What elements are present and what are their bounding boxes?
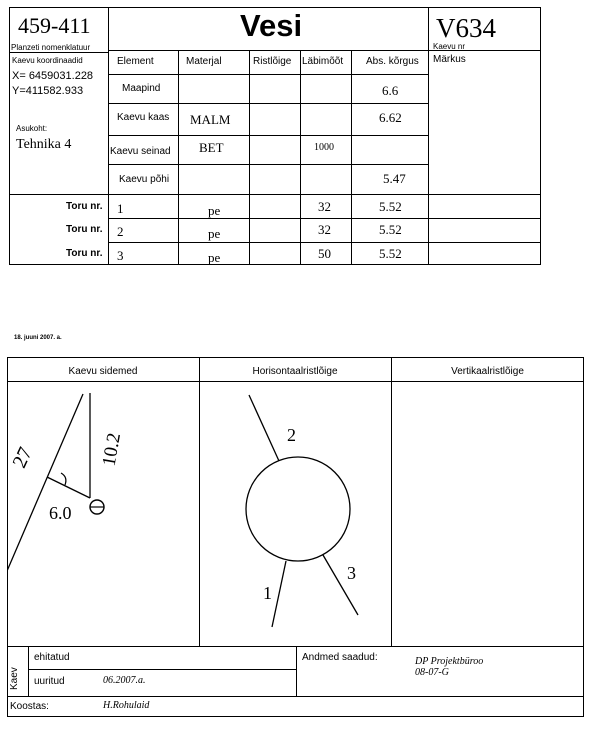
data-source-value: DP Projektbüroo [415, 656, 484, 667]
panel-title-vertical: Vertikaalristlõige [451, 366, 524, 377]
table-cell-height: 5.47 [383, 171, 406, 186]
pipe-label: Toru nr. [66, 201, 103, 212]
coord-y: Y=411582.933 [12, 85, 84, 97]
pipe-diameter: 50 [318, 246, 331, 261]
surveyed-value: 06.2007.a. [103, 675, 146, 686]
pipe-diameter: 32 [318, 199, 331, 214]
panel-title-horizontal: Horisontaalristlõige [252, 366, 338, 377]
pipe-material: pe [208, 250, 221, 265]
pipe-label: Toru nr. [66, 224, 103, 235]
table-cell-height: 6.6 [382, 83, 399, 98]
pipe-label: Toru nr. [66, 248, 103, 259]
pipe-note: 3 [347, 563, 356, 583]
map-sheet-caption: Planzeti nomenklatuur [11, 43, 91, 52]
compiled-by-value: H.Rohulaid [103, 700, 150, 711]
pipe-height: 5.52 [379, 246, 402, 261]
data-source-code: 08-07-G [415, 667, 449, 678]
well-circle [246, 457, 350, 561]
horizontal-sketch [199, 381, 391, 646]
pipe-material: pe [208, 203, 221, 218]
map-sheet-number: 459-411 [18, 13, 91, 38]
table-row-label: Kaevu seinad [110, 146, 171, 157]
pipe-number: 3 [117, 248, 124, 263]
col-header-material: Materjal [186, 56, 222, 67]
table-row-label: Kaevu põhi [119, 174, 170, 185]
distance-note: 6.0 [49, 503, 72, 523]
distance-note: 10.2 [98, 431, 126, 468]
pipe-number: 1 [117, 201, 124, 216]
surveyed-label: uuritud [34, 676, 65, 687]
coord-x: X= 6459031.228 [12, 70, 94, 82]
data-source-label: Andmed saadud: [302, 652, 378, 663]
pipe-note: 2 [287, 425, 296, 445]
angle-mark [61, 473, 66, 485]
distance-note: 27 [8, 443, 37, 472]
col-header-diameter: Läbimõõt [302, 56, 344, 67]
compiled-by-label: Koostas: [10, 701, 49, 712]
pipe-height: 5.52 [379, 199, 402, 214]
table-cell-material: MALM [190, 112, 231, 127]
page-title: Vesi [240, 8, 303, 43]
pipe-number: 2 [117, 224, 124, 239]
col-header-element: Element [117, 56, 154, 67]
table-row-label: Kaevu kaas [117, 112, 170, 123]
table-row-label: Maapind [122, 83, 161, 94]
table-cell-material: BET [199, 140, 224, 155]
location-label: Asukoht: [16, 124, 48, 133]
reference-line [47, 477, 90, 498]
built-label: ehitatud [34, 652, 70, 663]
col-header-height: Abs. kõrgus [366, 56, 419, 67]
col-header-note: Märkus [433, 54, 466, 65]
well-number: V634 [436, 13, 496, 43]
coords-label: Kaevu koordinaadid [12, 56, 83, 65]
table-cell-diameter: 1000 [314, 142, 334, 153]
location-value: Tehnika 4 [16, 137, 72, 152]
pipe-height: 5.52 [379, 222, 402, 237]
pipe-material: pe [208, 226, 221, 241]
well-number-caption: Kaevu nr [433, 42, 466, 51]
pipe-diameter: 32 [318, 222, 331, 237]
table-cell-height: 6.62 [379, 110, 402, 125]
pipe-line [249, 395, 279, 461]
links-sketch [7, 381, 199, 646]
panel-title-links: Kaevu sidemed [68, 366, 138, 377]
well-side-label: Kaev [9, 667, 20, 690]
reference-line [7, 394, 83, 571]
pipe-note: 1 [263, 583, 272, 603]
document-date: 18. juuni 2007. a. [14, 335, 62, 341]
pipe-line [272, 561, 286, 627]
col-header-cross: Ristlõige [253, 56, 292, 67]
